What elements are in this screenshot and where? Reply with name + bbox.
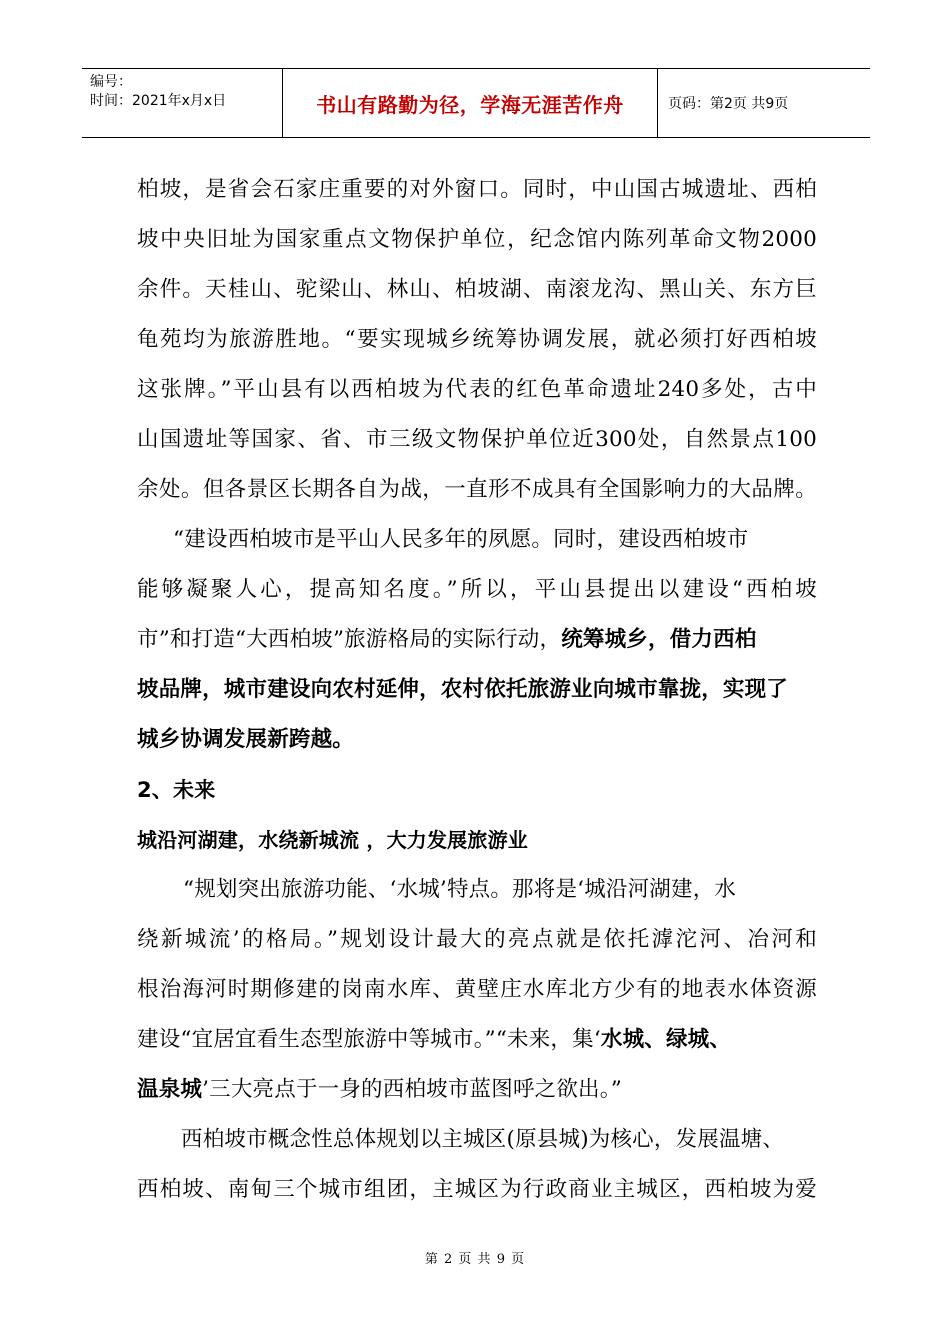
- document-body: [137, 165, 817, 1215]
- text-line: [137, 1015, 817, 1065]
- bold-text-run: 温泉城: [137, 1077, 203, 1102]
- paragraph-4: [137, 1115, 817, 1215]
- header-page-code: 页码：第2页 共9页: [668, 96, 789, 112]
- text-run: 建设“宜居宜看生态型旅游中等城市。”“未来，集‘: [137, 1027, 601, 1052]
- text-line: 西柏坡市概念性总体规划以主城区(原县城)为核心，发展温塘、: [181, 1127, 785, 1152]
- text-line: “建设西柏坡市是平山人民多年的夙愿。同时，建设西柏坡市: [173, 527, 749, 552]
- bold-text-line: 坡品牌，城市建设向农村延伸，农村依托旅游业向城市靠拢，实现了: [137, 677, 789, 702]
- text-line: 绕新城流’的格局。”规划设计最大的亮点就是依托滹沱河、冶河和: [137, 927, 817, 952]
- document-number-label: 编号：: [90, 74, 132, 90]
- bold-text-run: 统筹城乡，借力西柏: [561, 627, 757, 652]
- section-subheading: 城沿河湖建，水绕新城流 ，大力发展旅游业: [137, 828, 528, 852]
- text-line: 余件。天桂山、驼梁山、林山、柏坡湖、南滚龙沟、黑山关、东方巨: [137, 277, 817, 302]
- paragraph-3: [137, 865, 817, 1115]
- text-line: 柏坡，是省会石家庄重要的对外窗口。同时，中山国古城遗址、西柏: [137, 177, 817, 202]
- header-meta: [82, 69, 282, 137]
- document-time-label: 时间：2021年x月x日: [90, 93, 227, 109]
- text-line: 龟苑均为旅游胜地。“要实现城乡统筹协调发展，就必须打好西柏坡: [137, 327, 817, 352]
- text-line: 余处。但各景区长期各自为战，一直形不成具有全国影响力的大品牌。: [137, 477, 817, 502]
- text-line: 山国遗址等国家、省、市三级文物保护单位近300处，自然景点100: [137, 427, 817, 452]
- text-line: 能够凝聚人心，提高知名度。”所以，平山县提出以建设“西柏坡: [137, 577, 817, 602]
- section-heading: 2、未来: [137, 778, 216, 802]
- text-line: 西柏坡、南甸三个城市组团，主城区为行政商业主城区，西柏坡为爱: [137, 1177, 817, 1202]
- bold-text-run: 水城、绿城、: [600, 1027, 732, 1052]
- text-line: 坡中央旧址为国家重点文物保护单位，纪念馆内陈列革命文物2000: [137, 227, 817, 252]
- text-line: [137, 615, 817, 665]
- text-run: 市”和打造“大西柏坡”旅游格局的实际行动，: [137, 627, 562, 652]
- bold-text-line: 城乡协调发展新跨越。: [137, 727, 355, 752]
- paragraph-1: [137, 165, 817, 515]
- text-line: 这张牌。”平山县有以西柏坡为代表的红色革命遗址240多处，古中: [137, 377, 817, 402]
- text-run: ’三大亮点于一身的西柏坡市蓝图呼之欲出。”: [202, 1077, 622, 1102]
- text-line: [137, 1065, 817, 1115]
- paragraph-2: [137, 515, 817, 765]
- page-footer: 第 2 页 共 9 页: [424, 1252, 526, 1267]
- header-motto: 书山有路勤为径，学海无涯苦作舟: [282, 69, 658, 137]
- page-header: [82, 68, 870, 138]
- text-line: 根治海河时期修建的岗南水库、黄壁庄水库北方少有的地表水体资源: [137, 977, 817, 1002]
- text-line: “规划突出旅游功能、‘水城’特点。那将是‘城沿河湖建，水: [183, 877, 737, 902]
